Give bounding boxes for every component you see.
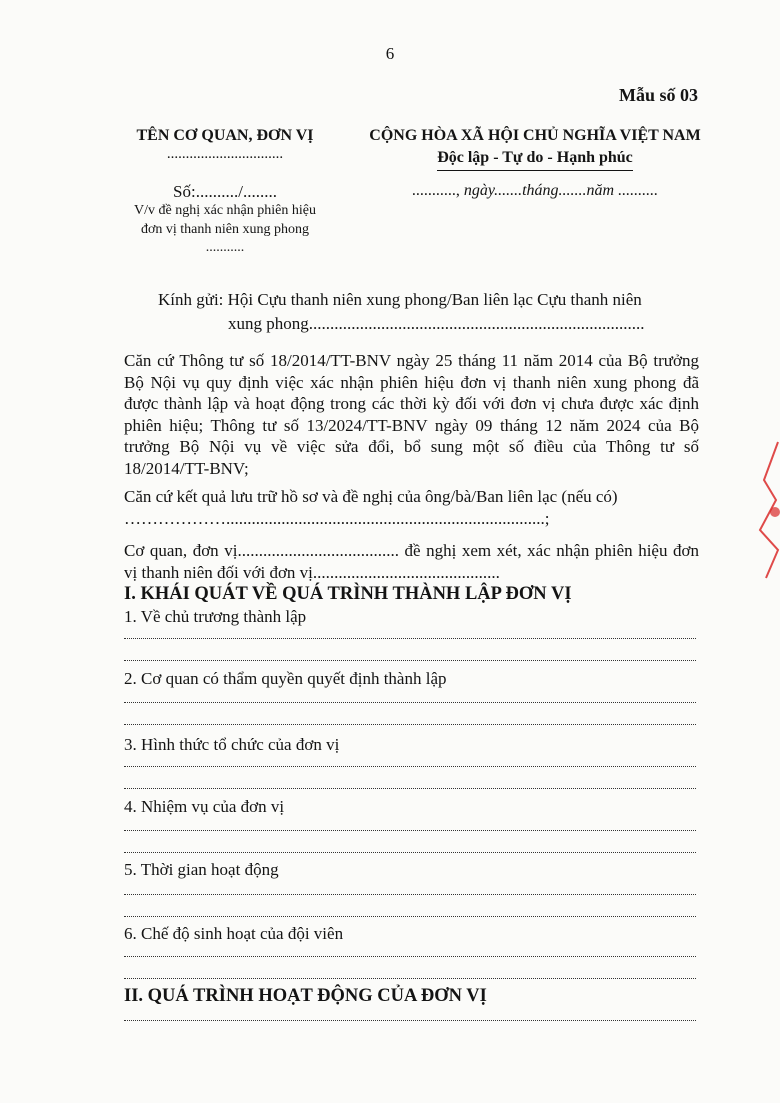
- agency-name: TÊN CƠ QUAN, ĐƠN VỊ: [136, 127, 314, 144]
- fill-line: [124, 702, 696, 703]
- section-1-title: I. KHÁI QUÁT VỀ QUÁ TRÌNH THÀNH LẬP ĐƠN VỊ: [124, 584, 572, 604]
- records-basis-line-1: Căn cứ kết quả lưu trữ hồ sơ và đề nghị của ông/bà/Ban liên lạc (nếu có): [124, 487, 618, 506]
- fill-line: [124, 638, 696, 639]
- date-text: ngày.......tháng.......năm ..........: [463, 182, 659, 199]
- records-basis-line-2: ………………...........................................................................;: [124, 508, 550, 528]
- section-1-item: 1. Về chủ trương thành lập: [124, 607, 307, 626]
- fill-line: [124, 788, 696, 789]
- nation-title: CỘNG HÒA XÃ HỘI CHỦ NGHĨA VIỆT NAM: [369, 127, 701, 144]
- fill-line: [124, 724, 696, 725]
- document-subject: V/v đề nghị xác nhận phiên hiệu đơn vị thanh niên xung phong ...........: [134, 203, 316, 255]
- recipient-line-1: Kính gửi: Hội Cựu thanh niên xung phong/Ban liên lạc Cựu thanh niên: [158, 290, 642, 309]
- fill-line: [124, 1020, 696, 1021]
- form-code: Mẫu số 03: [618, 85, 698, 105]
- legal-basis-paragraph: Căn cứ Thông tư số 18/2014/TT-BNV ngày 25 tháng 11 năm 2014 của Bộ trưởng Bộ Nội vụ quy định việc xác nhận phiên hiệu đơn vị thanh niên xung phong đã được thành lập và hoạt động trong các thời kỳ đối với đơn vị chưa được xác định phiên hiệu; Thông tư số 13/2024/TT-BNV ngày 09 tháng 12 năm 2024 của Bộ trưởng Bộ Nội vụ về việc sửa đổi, bổ sung một số điều của Thông tư số 18/2014/TT-BNV;: [124, 351, 699, 478]
- fill-line: [124, 894, 696, 895]
- section-1-item: 5. Thời gian hoạt động: [124, 860, 279, 879]
- fill-line: [124, 830, 696, 831]
- seal-edge-mark: [758, 440, 780, 580]
- document-number: Số:........../........: [173, 182, 277, 201]
- fill-line: [124, 978, 696, 979]
- request-paragraph: Cơ quan, đơn vị...................................... đề nghị xem xét, xác nhận phiên hiệu đơn vị thanh niên đối với đơn vị............................................: [124, 541, 699, 582]
- section-2-title: II. QUÁ TRÌNH HOẠT ĐỘNG CỦA ĐƠN VỊ: [124, 986, 487, 1006]
- fill-line: [124, 852, 696, 853]
- fill-line: [124, 916, 696, 917]
- date-place: ...........,: [411, 182, 464, 199]
- motto: Độc lập - Tự do - Hạnh phúc: [437, 147, 633, 171]
- agency-name-dots: ...............................: [166, 146, 284, 162]
- page-number: 6: [385, 44, 395, 63]
- fill-line: [124, 660, 696, 661]
- records-basis-paragraph: [124, 486, 699, 529]
- national-header: [350, 125, 720, 171]
- fill-line: [124, 956, 696, 957]
- section-1-item: 4. Nhiệm vụ của đơn vị: [124, 797, 285, 816]
- date-line: [350, 182, 720, 200]
- section-1-item: 6. Chế độ sinh hoạt của đội viên: [124, 924, 344, 943]
- section-1-item: 2. Cơ quan có thẩm quyền quyết định thành lập: [124, 669, 447, 688]
- recipient-line-2: xung phong...............................................................................: [228, 314, 645, 333]
- fill-line: [124, 766, 696, 767]
- section-1-item: 3. Hình thức tổ chức của đơn vị: [124, 735, 340, 754]
- agency-header: [110, 125, 340, 161]
